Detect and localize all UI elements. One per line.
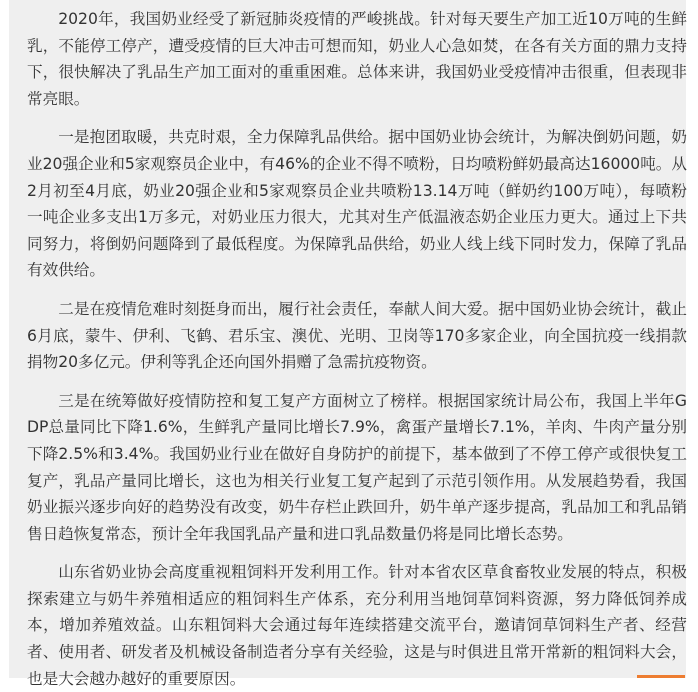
accent-bar: [637, 675, 685, 678]
article-paragraph-recovery: 三是在统筹做好疫情防控和复工复产方面树立了榜样。根据国家统计局公布，我国上半年GDP总量同比下降1.6%，生鲜乳产量同比增长7.9%，禽蛋产量增长7.1%，羊肉、牛肉产量分别下降2.5%和3.4%。我国奶业行业在做好自身防护的前提下，基本做到了不停工停产或很快复工复产，乳品产量同比增长，这也为相关行业复工复产起到了示范引领作用。从发展趋势看，我国奶业振兴逐步向好的趋势没有改变，奶牛存栏止跌回升，奶牛单产逐步提高，乳品加工和乳品销售日趋恢复常态，预计全年我国乳品产量和进口乳品数量仍将是同比增长态势。: [27, 391, 687, 543]
article-panel: [9, 0, 687, 688]
article-paragraph-responsibility: 二是在疫情危难时刻挺身而出，履行社会责任，奉献人间大爱。据中国奶业协会统计，截止6月底，蒙牛、伊利、飞鹤、君乐宝、澳优、光明、卫岗等170多家企业，向全国抗疫一线捐款捐物20多亿元。伊利等乳企还向国外捐赠了急需抗疫物资。: [27, 299, 687, 372]
article-body: [27, 6, 687, 692]
article-paragraph-supply: 一是抱团取暖，共克时艰，全力保障乳品供给。据中国奶业协会统计，为解决倒奶问题，奶业20强企业和5家观察员企业中，有46%的企业不得不喷粉，日均喷粉鲜奶最高达16000吨。从2月初至4月底，奶业20强企业和5家观察员企业共喷粉13.14万吨（鲜奶约100万吨），每喷粉一吨企业多支出1万多元，对奶业压力很大，尤其对生产低温液态奶企业压力更大。通过上下共同努力，将倒奶问题降到了最低程度。为保障乳品供给，奶业人线上线下同时发力，保障了乳品有效供给。: [27, 128, 687, 280]
article-paragraph-intro: 2020年，我国奶业经受了新冠肺炎疫情的严峻挑战。针对每天要生产加工近10万吨的生鲜乳，不能停工停产，遭受疫情的巨大冲击可想而知，奶业人心急如焚，在各有关方面的鼎力支持下，很快解决了乳品生产加工面对的重重困难。总体来讲，我国奶业受疫情冲击很重，但表现非常亮眼。: [27, 10, 687, 108]
article-paragraph-shandong: 山东省奶业协会高度重视粗饲料开发利用工作。针对本省农区草食畜牧业发展的特点，积极探索建立与奶牛养殖相适应的粗饲料生产体系，充分利用当地饲草饲料资源，努力降低饲养成本，增加养殖效益。山东粗饲料大会通过每年连续搭建交流平台，邀请饲草饲料生产者、经营者、使用者、研发者及机械设备制造者分享有关经验，这是与时俱进且常开常新的粗饲料大会，也是大会越办越好的重要原因。: [27, 563, 687, 688]
